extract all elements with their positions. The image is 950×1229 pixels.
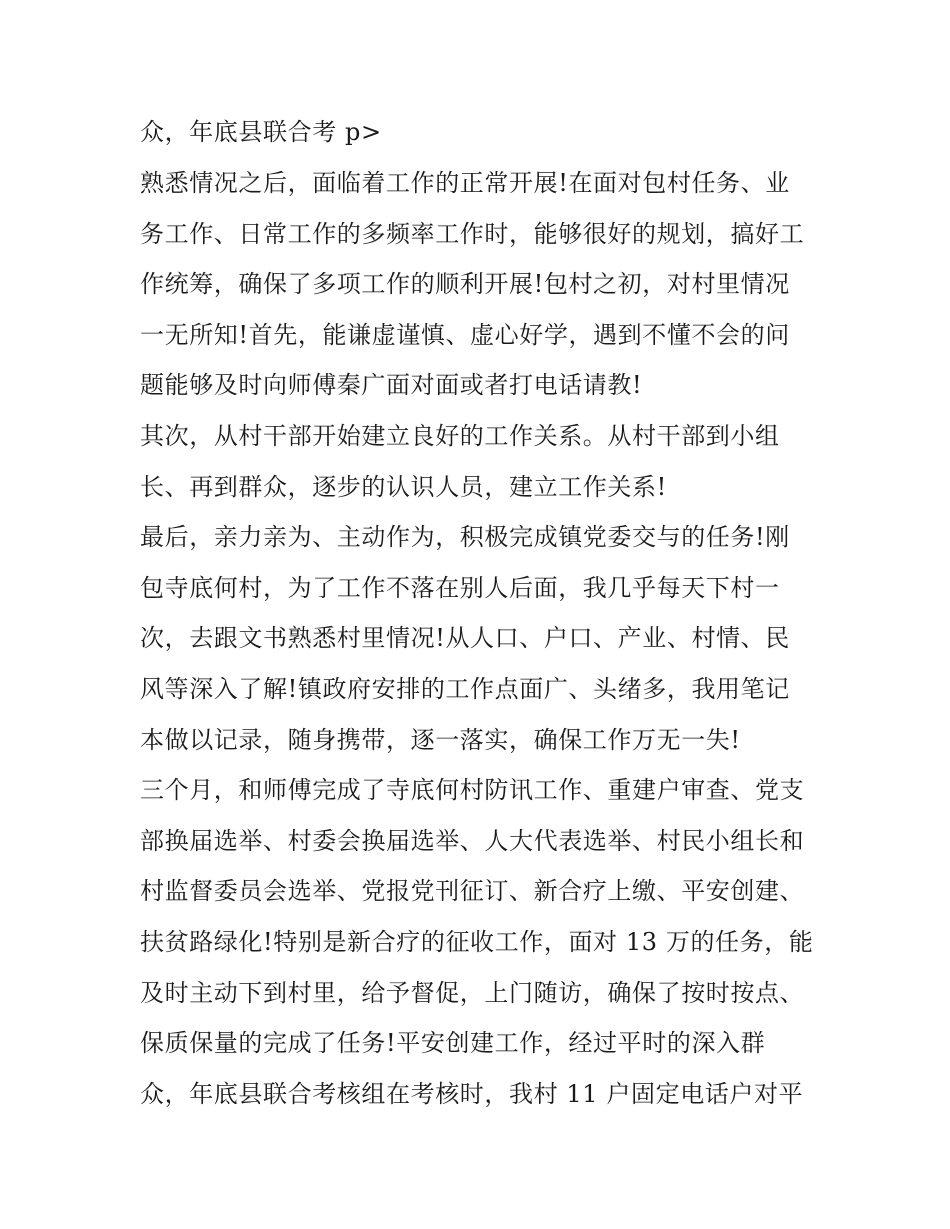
text-line: 包寺底何村，为了工作不落在别人后面，我几乎每天下村一 [140,574,780,602]
text-line: 最后，亲力亲为、主动作为，积极完成镇党委交与的任务!刚 [140,523,790,551]
text-line: 本做以记录，随身携带，逐一落实，确保工作万无一失! [140,726,741,754]
text-line: 三个月，和师傅完成了寺底何村防讯工作、重建户审查、党支 [140,776,805,804]
text-line: 长、再到群众，逐步的认识人员，建立工作关系! [140,473,667,501]
text-line: 保质保量的完成了任务!平安创建工作，经过平时的深入群 [140,1029,766,1057]
text-line: 村监督委员会选举、党报党刊征订、新合疗上缴、平安创建、 [140,877,805,905]
text-line: 其次，从村干部开始建立良好的工作关系。从村干部到小组 [140,422,780,450]
text-line: 作统筹，确保了多项工作的顺利开展!包村之初，对村里情况 [140,270,790,298]
text-line: 次，去跟文书熟悉村里情况!从人口、户口、产业、村情、民 [140,624,790,652]
text-line: 风等深入了解!镇政府安排的工作点面广、头绪多，我用笔记 [140,675,790,703]
text-line: 众，年底县联合考 p> [140,118,382,146]
text-line: 熟悉情况之后，面临着工作的正常开展!在面对包村任务、业 [140,169,790,197]
text-line: 及时主动下到村里，给予督促，上门随访，确保了按时按点、 [140,979,805,1007]
text-line: 众，年底县联合考核组在考核时，我村 11 户固定电话户对平 [140,1080,804,1108]
text-line: 务工作、日常工作的多频率工作时，能够很好的规划，搞好工 [140,220,805,248]
text-line: 题能够及时向师傅秦广面对面或者打电话请教! [140,371,643,399]
text-line: 部换届选举、村委会换届选举、人大代表选举、村民小组长和 [140,827,805,855]
text-line: 一无所知!首先，能谦虚谨慎、虚心好学，遇到不懂不会的问 [140,321,790,349]
text-line: 扶贫路绿化!特别是新合疗的征收工作，面对 13 万的任务，能 [140,928,814,956]
